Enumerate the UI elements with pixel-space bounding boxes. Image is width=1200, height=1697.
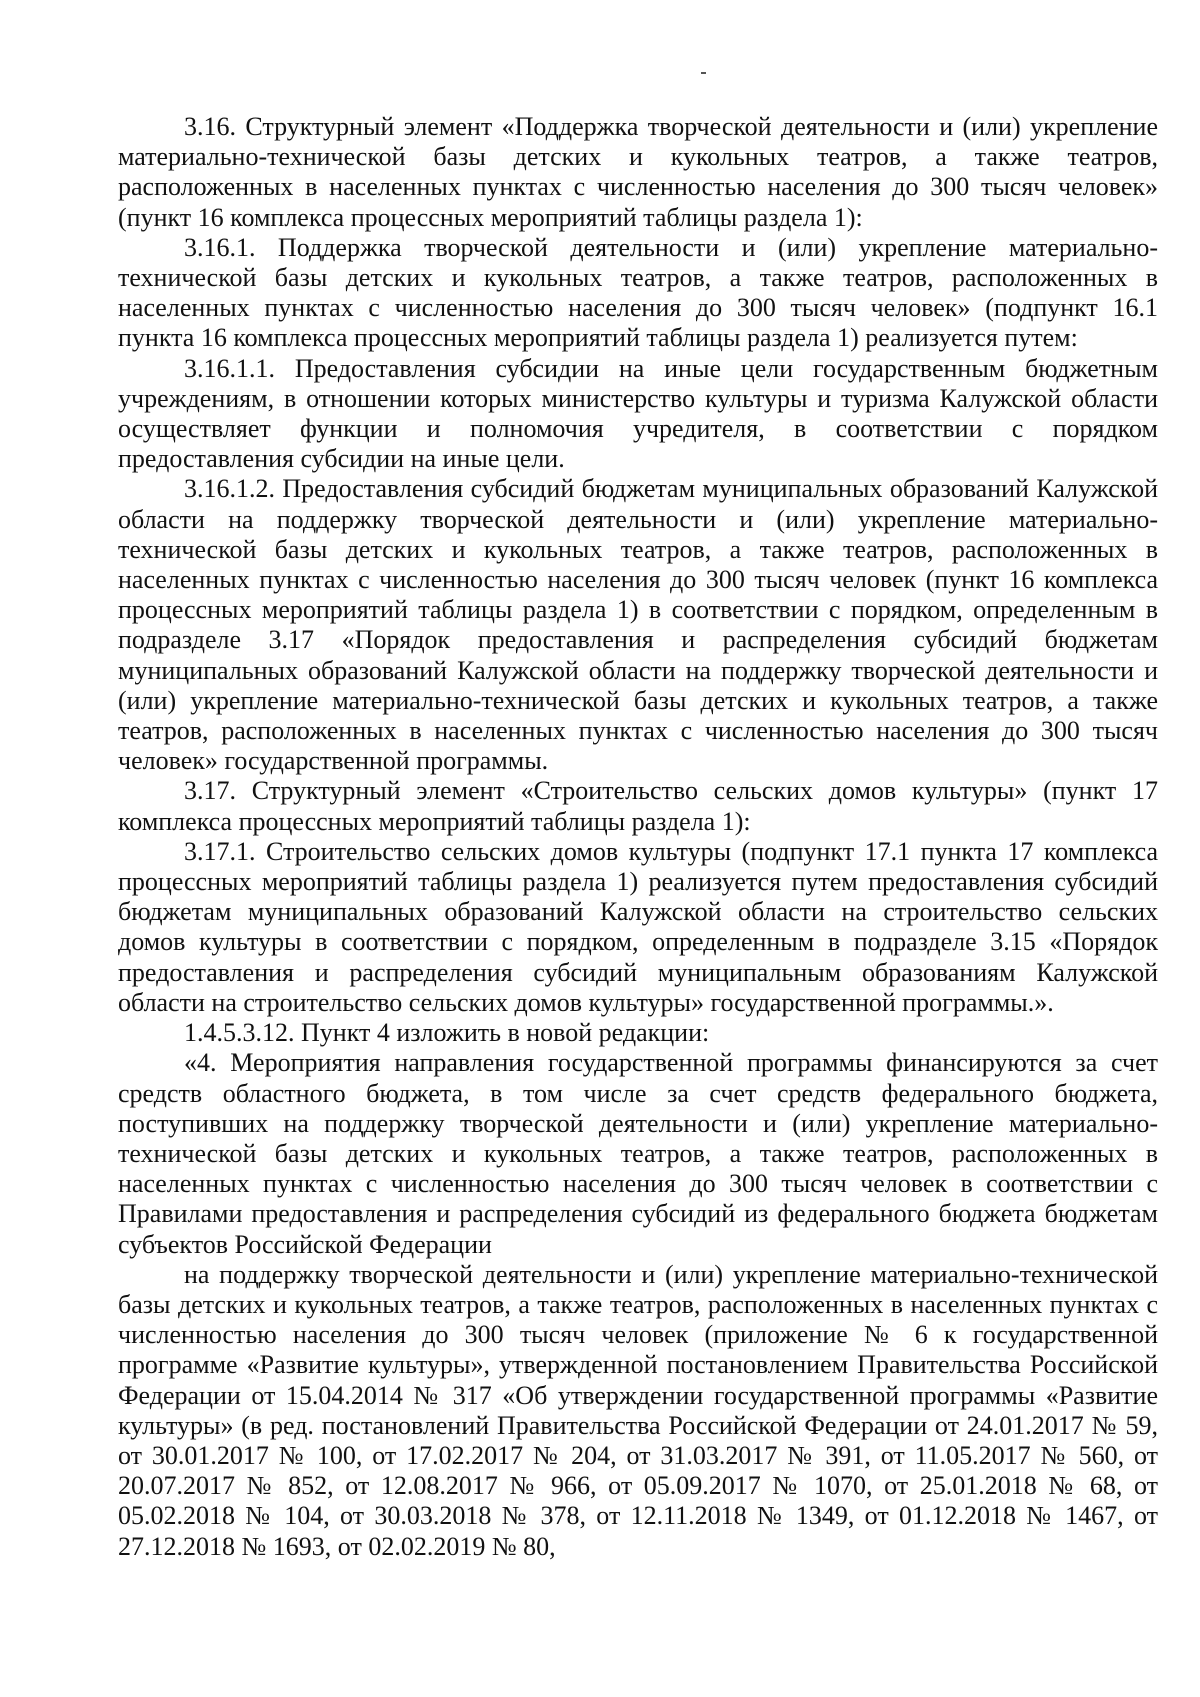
paragraph-3-16-1-1: 3.16.1.1. Предоставления субсидии на иные цели государственным бюджетным учреждениям, в отношении которых министерство культуры и туризма Калужской области осуществляет функции и полномочия учредителя, в соответствии с порядком предоставления субсидии на иные цели. [118,353,1158,474]
paragraph-3-16: 3.16. Структурный элемент «Поддержка творческой деятельности и (или) укрепление материально-технической базы детских и кукольных театров, а также театров, расположенных в населенных пунктах с численностью населения до 300 тысяч человек» (пункт 16 комплекса процессных мероприятий таблицы раздела 1): [118,112,1158,232]
scan-artifact-mark [701,72,706,74]
paragraph-3-16-1-2: 3.16.1.2. Предоставления субсидий бюджетам муниципальных образований Калужской области на поддержку творческой деятельности и (или) укрепление материально-технической базы детских и кукольных театров, а также театров, расположенных в населенных пунктах с численностью населения до 300 тысяч человек (пункт 16 комплекса процессных мероприятий таблицы раздела 1) в соответствии с порядком, определенным в подразделе 3.17 «Порядок предоставления и распределения субсидий бюджетам муниципальных образований Калужской области на поддержку творческой деятельности и (или) укрепление материально-технической базы детских и кукольных театров, а также театров, расположенных в населенных пунктах с численностью населения до 300 тысяч человек» государственной программы. [118,474,1158,776]
paragraph-3-17: 3.17. Структурный элемент «Строительство сельских домов культуры» (пункт 17 комплекса процессных мероприятий таблицы раздела 1): [118,776,1158,836]
paragraph-item-4-continued: на поддержку творческой деятельности и (или) укрепление материально-технической базы детских и кукольных театров, а также театров, расположенных в населенных пунктах с численностью населения до 300 тысяч человек (приложение № 6 к государственной программе «Развитие культуры», утвержденной постановлением Правительства Российской Федерации от 15.04.2014 № 317 «Об утверждении государственной программы «Развитие культуры» (в ред. постановлений Правительства Российской Федерации от 24.01.2017 № 59, от 30.01.2017 № 100, от 17.02.2017 № 204, от 31.03.2017 № 391, от 11.05.2017 № 560, от 20.07.2017 № 852, от 12.08.2017 № 966, от 05.09.2017 № 1070, от 25.01.2018 № 68, от 05.02.2018 № 104, от 30.03.2018 № 378, от 12.11.2018 № 1349, от 01.12.2018 № 1467, от 27.12.2018 № 1693, от 02.02.2019 № 80, [118,1259,1158,1561]
paragraph-item-4: «4. Мероприятия направления государственной программы финансируются за счет средств областного бюджета, в том числе за счет средств федерального бюджета, поступивших на поддержку творческой деятельности и (или) укрепление материально-технической базы детских и кукольных театров, а также театров, расположенных в населенных пунктах с численностью населения до 300 тысяч человек в соответствии с Правилами предоставления и распределения субсидий из федерального бюджета бюджетам субъектов Российской Федерации [118,1048,1158,1259]
document-body [118,112,1158,1562]
paragraph-3-16-1: 3.16.1. Поддержка творческой деятельности и (или) укрепление материально-технической базы детских и кукольных театров, а также театров, расположенных в населенных пунктах с численностью населения до 300 тысяч человек» (подпункт 16.1 пункта 16 комплекса процессных мероприятий таблицы раздела 1) реализуется путем: [118,232,1158,353]
paragraph-1-4-5-3-12: 1.4.5.3.12. Пункт 4 изложить в новой редакции: [184,1018,710,1048]
paragraph-3-17-1: 3.17.1. Строительство сельских домов культуры (подпункт 17.1 пункта 17 комплекса процессных мероприятий таблицы раздела 1) реализуется путем предоставления субсидий бюджетам муниципальных образований Калужской области на строительство сельских домов культуры в соответствии с порядком, определенным в подразделе 3.15 «Порядок предоставления и распределения субсидий муниципальным образованиям Калужской области на строительство сельских домов культуры» государственной программы.». [118,836,1158,1017]
